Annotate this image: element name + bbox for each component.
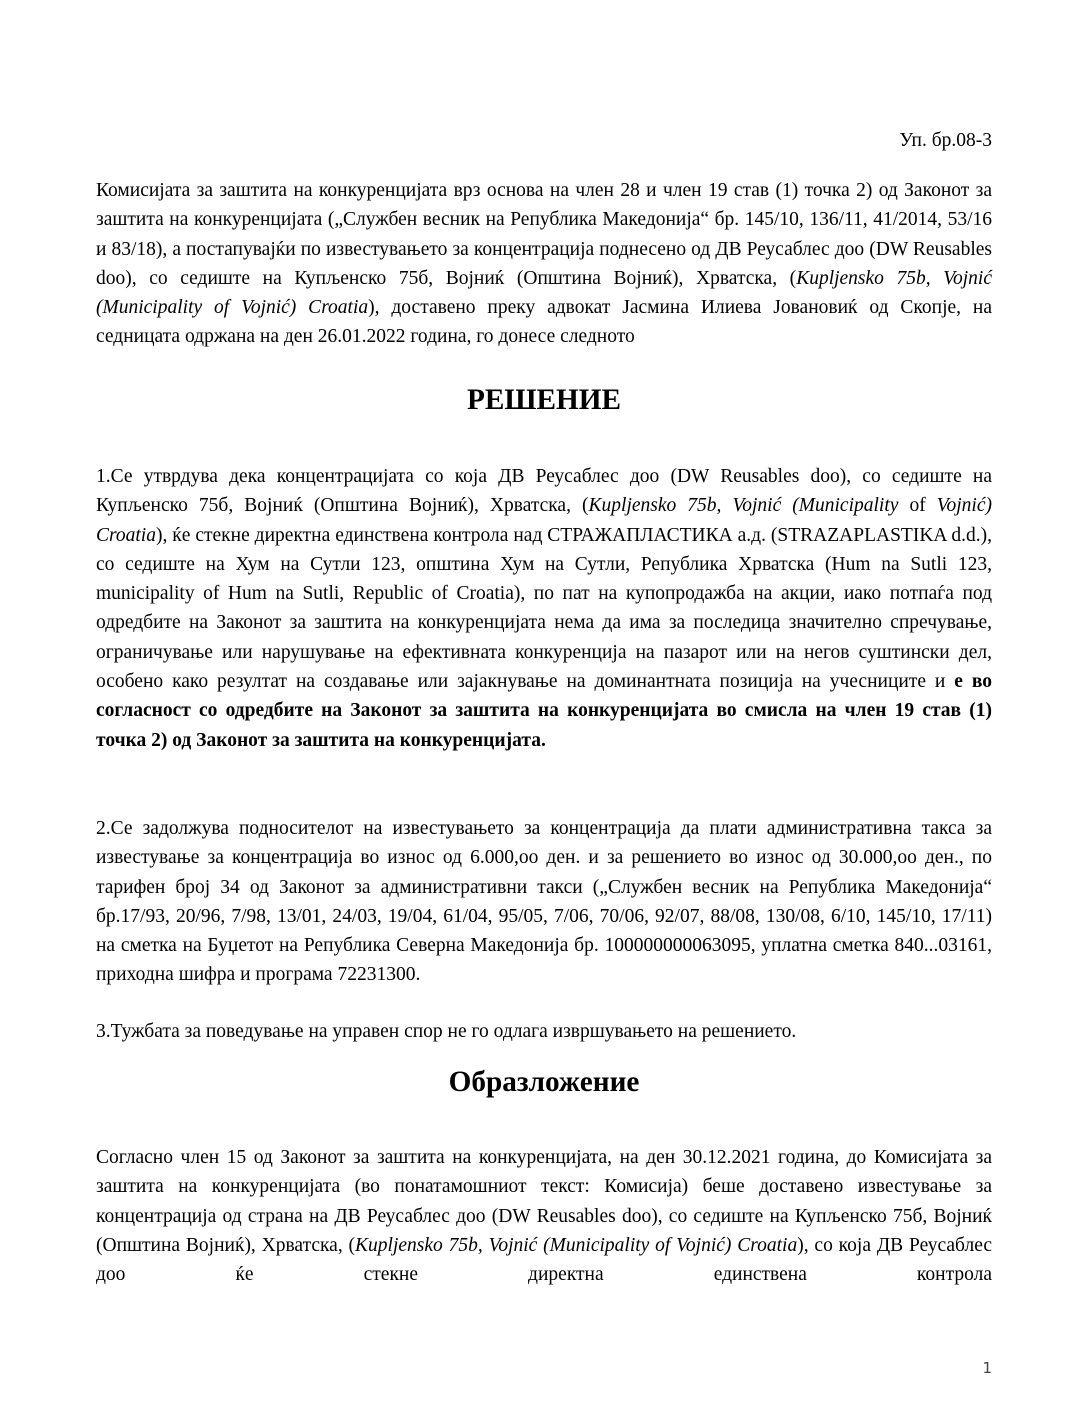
- reasoning-paragraph: [96, 1143, 992, 1289]
- item1-text-2: of: [898, 495, 937, 517]
- decision-item-2: 2.Се задолжува подносителот на известувањето за концентрација да плати административна такса за известување за концентрација во износ од 6.000,оо ден. и за решението во износ од 30.000,оо ден., по тарифен број 34 од Законот за административни такси („Службен весник на Република Македонија“ бр.17/93, 20/96, 7/98, 13/01, 24/03, 19/04, 61/04, 95/05, 7/06, 70/06, 92/07, 88/08, 130/08, 6/10, 145/10, 17/11) на сметка на Буџетот на Република Северна Македонија бр. 100000000063095, уплатна сметка 840...03161, приходна шифра и програма 72231300.: [96, 818, 992, 986]
- decision-item-1: [96, 462, 992, 755]
- item1-italic-1: Kupljensko 75b, Vojnić (Municipality: [588, 495, 899, 517]
- intro-text-2: ), доставено преку адвокат Јасмина Илиева Јовановиќ од Скопје, на седницата одржана на ден 26.01.2022 година, го донесе следното: [96, 297, 992, 348]
- item1-text-1: 1.Се утврдува дека концентрацијата со која ДВ Реусаблес доо (DW Reusables doo), со седиште на Купљенско 75б, Војниќ (Општина Војниќ), Хрватска, (: [96, 466, 992, 517]
- intro-paragraph: [96, 176, 992, 352]
- intro-text-1: Комисијата за заштита на конкуренцијата врз основа на член 28 и член 19 став (1) точка 2) од Законот за заштита на конкуренцијата („Службен весник на Република Македонија“ бр. 145/10, 136/11, 41/2014, 53/16 и 83/18), а постапувајќи по известувањето за концентрација поднесено од ДВ Реусаблес доо (DW Reusables doo), со седиште на Купљенско 75б, Војниќ (Општина Војниќ), Хрватска, (: [96, 180, 992, 289]
- decision-item-3: 3.Тужбата за поведување на управен спор не го одлага извршувањето на решението.: [96, 1021, 797, 1042]
- decision-heading: РЕШЕНИЕ: [466, 384, 622, 416]
- reference-number: Уп. бр.08-3: [899, 130, 992, 151]
- page-number: 1: [982, 1359, 992, 1377]
- item1-bold-conclusion: е во согласност со одредбите на Законот за заштита на конкуренцијата во смисла на член 19 став (1) точка 2) од Законот за заштита на конкуренцијата.: [96, 671, 992, 751]
- item1-italic-2: Vojnić) Croatia: [96, 495, 992, 546]
- reasoning-italic-address: Kupljensko 75b, Vojnić (Municipality of Vojnić) Croatia: [355, 1234, 798, 1256]
- reasoning-text-1: Согласно член 15 од Законот за заштита на конкуренцијата, на ден 30.12.2021 година, до Комисијата за заштита на конкуренцијата (во понатамошниот текст: Комисија) беше доставено известување за концентрација од страна на ДВ Реусаблес доо (DW Reusables doo), со седиште на Купљенско 75б, Војниќ (Општина Војниќ), Хрватска, (: [96, 1147, 992, 1256]
- reasoning-heading: Образложение: [448, 1066, 640, 1098]
- item1-text-3: ), ќе стекне директна единствена контрола над СТРАЖАПЛАСТИКА а.д. (STRAZAPLASTIKA d.d.), со седиште на Хум на Сутли 123, општина Хум на Сутли, Република Хрватска (Hum na Sutli 123, municipality of Hum na Sutli, Republic of Croatia), по пат на купопродажба на акции, иако потпаѓа под одредбите на Законот за заштита на конкуренцијата нема да има за последица значително спречување, ограничување или нарушување на ефективната конкуренција на пазарот или на негов суштински дел, особено како резултат на создавање или зајакнување на доминантната позиција на учесниците и: [96, 524, 992, 693]
- reasoning-text-2: ), со која ДВ Реусаблес доо ќе стекне директна единствена контрола: [96, 1234, 992, 1286]
- intro-italic-address: Kupljensko 75b, Vojnić (Municipality of Vojnić) Croatia: [96, 267, 992, 319]
